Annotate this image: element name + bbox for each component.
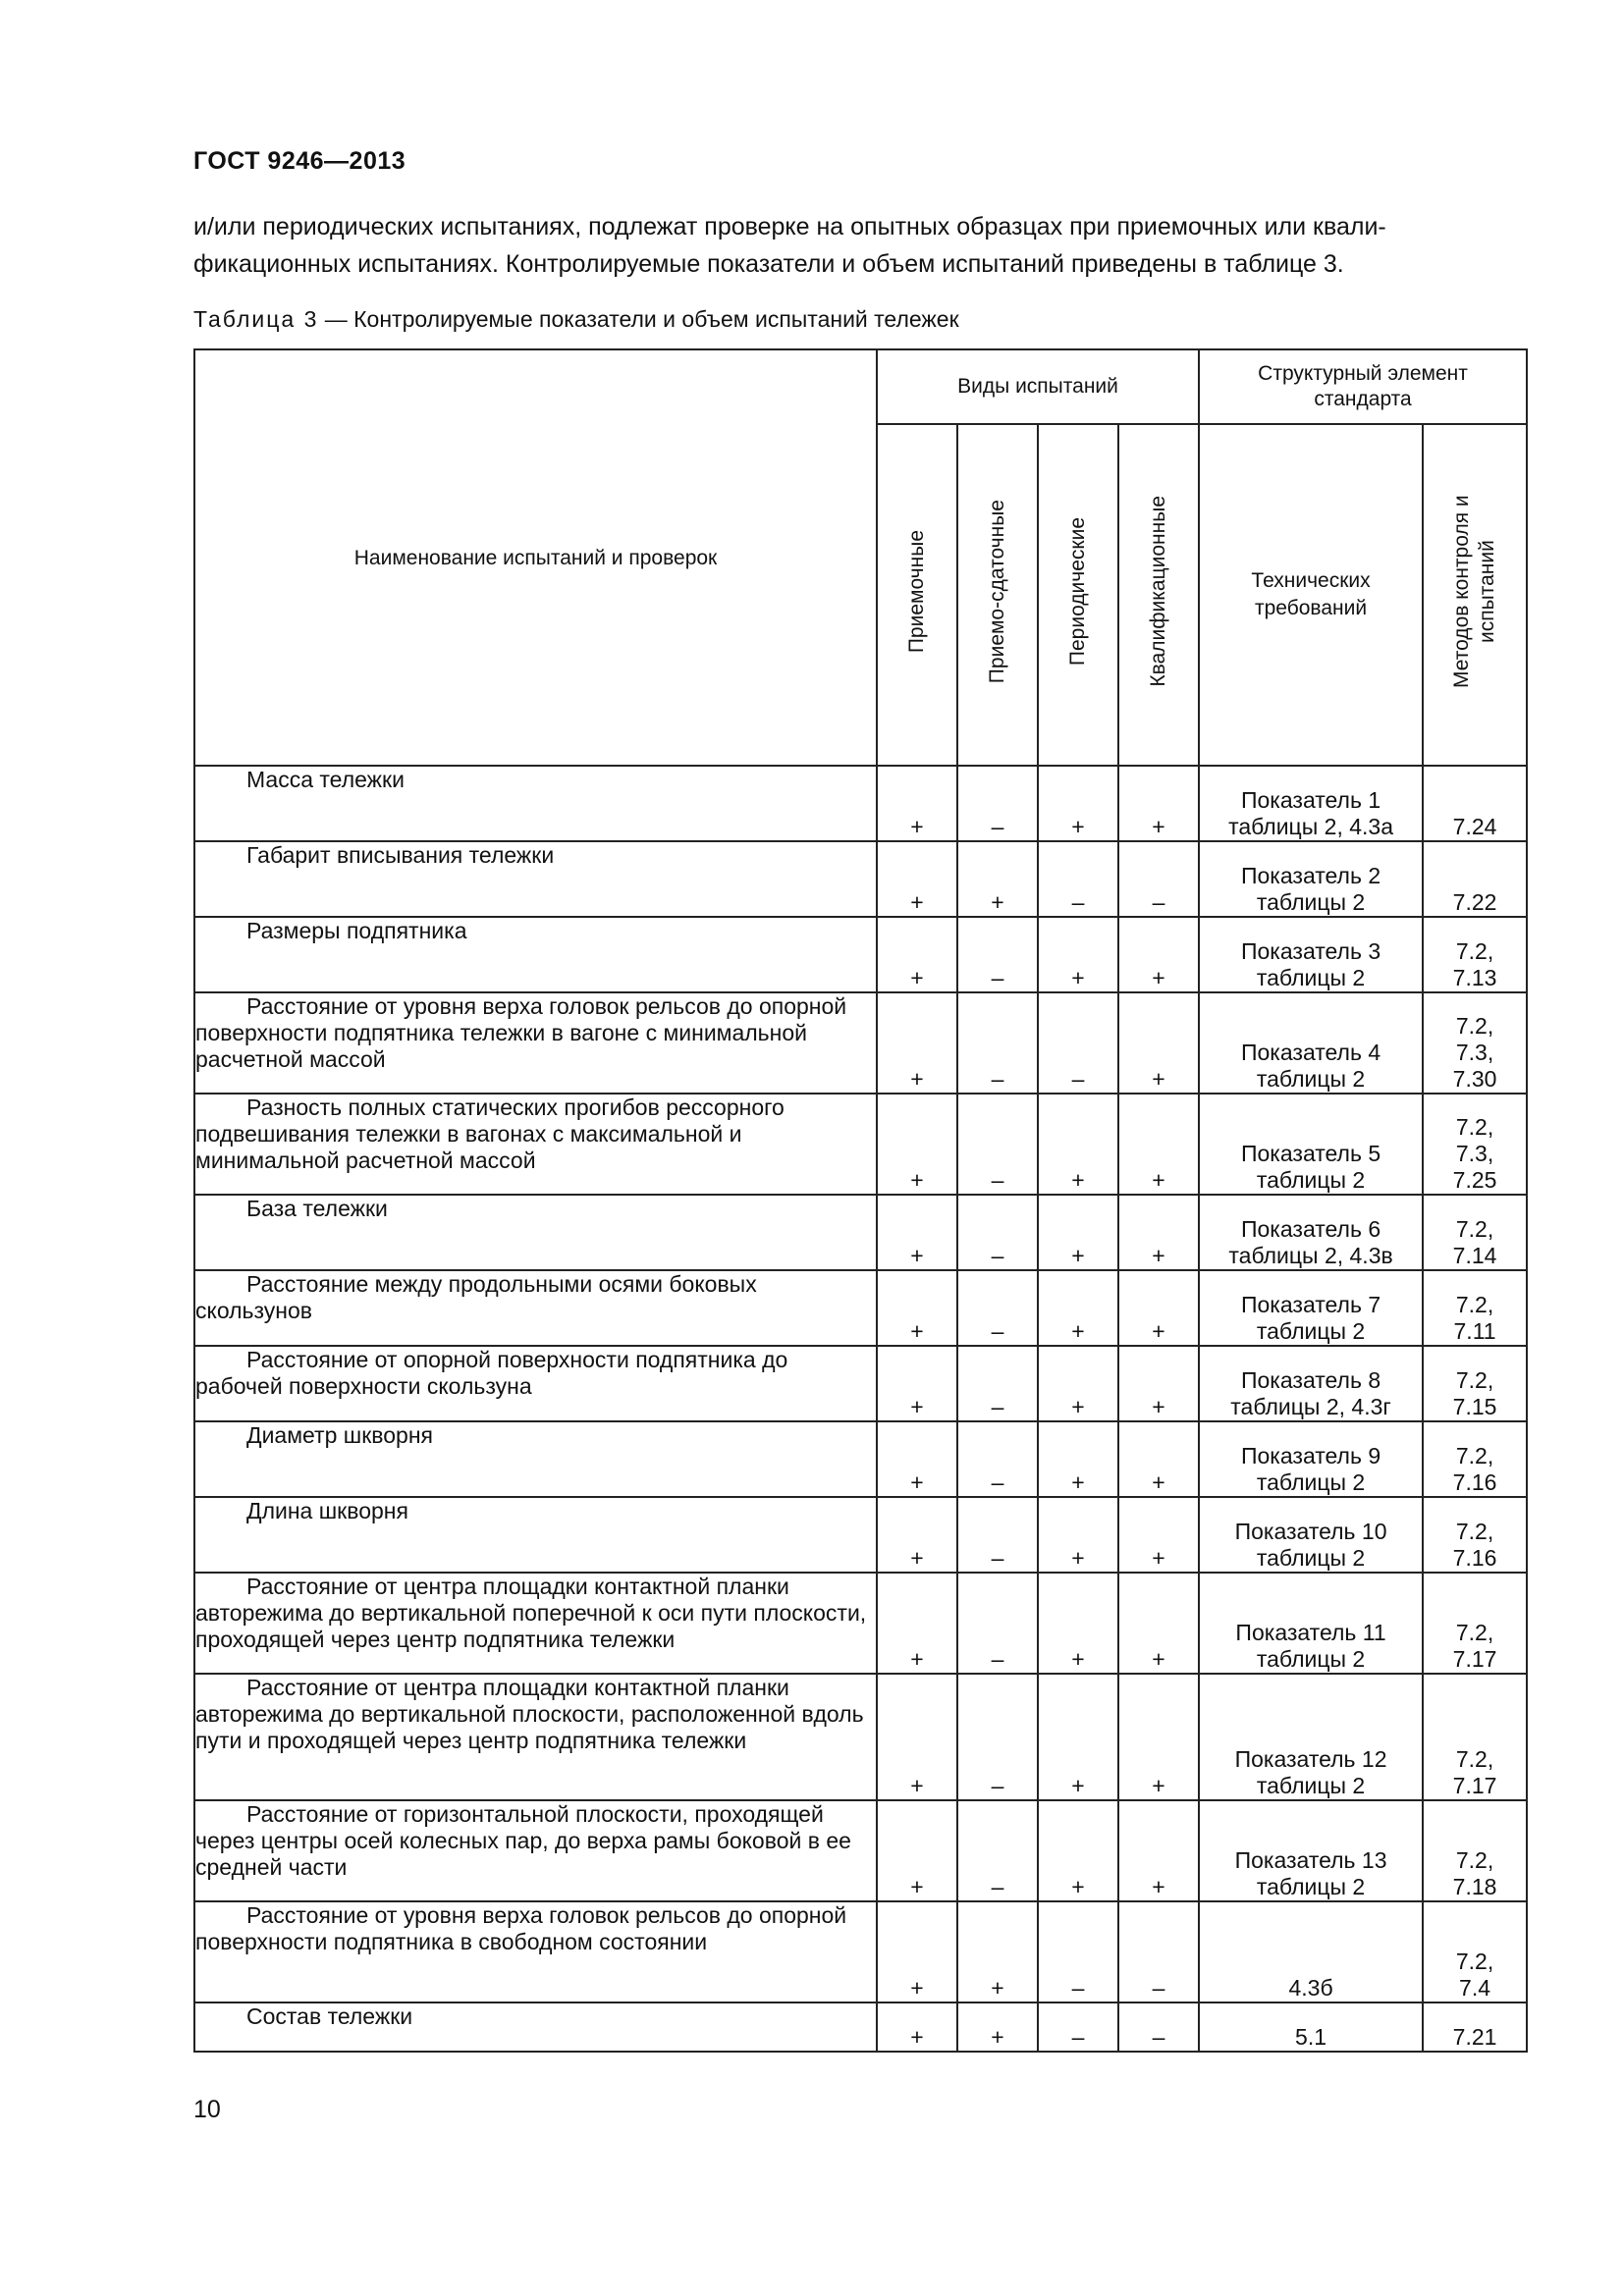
tech-requirement-text: Показатель 2 таблицы 2 [1240,863,1381,915]
cell-test-name [194,992,877,1094]
header-struct-element-text: Структурный элемент стандарта [1258,362,1468,410]
cell-mark-acceptance: + [877,1674,957,1800]
table-caption-text: — Контролируемые показатели и объем испытаний тележек [318,306,959,332]
method-text: 7.2, 7.15 [1452,1367,1497,1419]
cell-tech-requirement [1199,1421,1423,1497]
cell-tech-requirement [1199,766,1423,841]
cell-mark-qualification: + [1118,917,1199,992]
cell-mark-acceptance: + [877,1094,957,1195]
cell-mark-periodic: – [1038,1901,1118,2002]
cell-mark-acceptance: + [877,992,957,1094]
method-text: 7.2, 7.4 [1455,1949,1494,2001]
cell-test-name [194,1497,877,1573]
cell-tech-requirement [1199,841,1423,917]
cell-mark-acceptance: + [877,1497,957,1573]
cell-method [1423,1901,1527,2002]
cell-method [1423,1270,1527,1346]
cell-mark-acceptance: + [877,1901,957,2002]
table-row [194,917,1527,992]
header-acceptance [877,424,957,766]
cell-mark-acceptance: + [877,1421,957,1497]
cell-mark-delivery: – [957,1195,1038,1270]
cell-mark-acceptance: + [877,766,957,841]
table-row [194,1901,1527,2002]
cell-method [1423,1674,1527,1800]
table-head [194,349,1527,766]
test-name-text: Состав тележки [246,2003,413,2029]
cell-mark-delivery: – [957,1346,1038,1421]
test-name-text: Расстояние от горизонтальной плоскости, проходящей через центры осей колесных пар, до верха рамы боковой в ее средней части [195,1801,851,1880]
cell-test-name [194,1800,877,1901]
header-periodic-text: Периодические [1066,516,1089,667]
document-header: ГОСТ 9246—2013 [193,147,406,175]
cell-tech-requirement [1199,1497,1423,1573]
tech-requirement-text: Показатель 7 таблицы 2 [1240,1292,1381,1344]
cell-mark-periodic: + [1038,1573,1118,1674]
cell-mark-periodic: – [1038,992,1118,1094]
tech-requirement-text: Показатель 4 таблицы 2 [1240,1040,1381,1092]
cell-mark-periodic: – [1038,841,1118,917]
tech-requirement-text: Показатель 6 таблицы 2, 4.3в [1228,1216,1393,1268]
cell-mark-acceptance: + [877,1346,957,1421]
cell-tech-requirement [1199,917,1423,992]
tech-requirement-text: Показатель 10 таблицы 2 [1234,1519,1387,1571]
table-row [194,766,1527,841]
header-qualification [1118,424,1199,766]
test-name-text: Масса тележки [246,767,405,792]
cell-test-name [194,1346,877,1421]
method-text: 7.2, 7.11 [1453,1292,1496,1344]
test-name-text: Расстояние от центра площадки контактной планки авторежима до вертикальной плоскости, расположенной вдоль пути и проходящей через центр подпятника тележки [195,1675,864,1753]
page-number: 10 [193,2096,221,2123]
cell-mark-periodic: + [1038,1800,1118,1901]
header-acceptance-text: Приемочные [905,529,928,654]
cell-mark-periodic: – [1038,2002,1118,2052]
method-text: 7.2, 7.14 [1452,1216,1497,1268]
cell-mark-qualification: + [1118,992,1199,1094]
method-text: 7.2, 7.17 [1452,1620,1497,1672]
cell-mark-periodic: + [1038,1674,1118,1800]
intro-paragraph [193,208,1519,283]
cell-method [1423,1346,1527,1421]
cell-mark-delivery: – [957,1674,1038,1800]
cell-tech-requirement [1199,1270,1423,1346]
cell-mark-qualification: + [1118,1800,1199,1901]
cell-mark-delivery: – [957,766,1038,841]
cell-test-name [194,1270,877,1346]
cell-method [1423,1195,1527,1270]
test-name-text: Разность полных статических прогибов рессорного подвешивания тележки в вагонах с максимальной и минимальной расчетной массой [195,1095,785,1173]
cell-mark-periodic: + [1038,1270,1118,1346]
test-name-text: Размеры подпятника [246,918,467,943]
cell-mark-qualification: + [1118,1094,1199,1195]
tech-requirement-text: Показатель 5 таблицы 2 [1240,1141,1381,1193]
table-row [194,1497,1527,1573]
cell-mark-delivery: – [957,1573,1038,1674]
cell-mark-delivery: – [957,1421,1038,1497]
test-name-text: Расстояние от уровня верха головок рельсов до опорной поверхности подпятника в свободном состоянии [195,1902,847,1954]
tech-requirement-text: Показатель 9 таблицы 2 [1240,1443,1381,1495]
cell-mark-acceptance: + [877,1270,957,1346]
intro-line-2: фикационных испытаниях. Контролируемые показатели и объем испытаний приведены в таблице 3. [193,250,1344,278]
cell-mark-acceptance: + [877,841,957,917]
cell-mark-qualification: + [1118,1346,1199,1421]
cell-method [1423,1421,1527,1497]
cell-tech-requirement [1199,1195,1423,1270]
cell-method [1423,2002,1527,2052]
header-test-name: Наименование испытаний и проверок [194,349,877,766]
header-tech-requirements [1199,424,1423,766]
test-name-text: Габарит вписывания тележки [246,842,555,868]
cell-tech-requirement [1199,1674,1423,1800]
table-row [194,1094,1527,1195]
table-row [194,1195,1527,1270]
test-name-text: Диаметр шкворня [246,1422,433,1448]
test-name-text: Длина шкворня [246,1498,408,1523]
table-row [194,1346,1527,1421]
method-text: 7.2, 7.13 [1452,938,1497,990]
cell-mark-delivery: – [957,1800,1038,1901]
cell-method [1423,1800,1527,1901]
cell-test-name [194,1195,877,1270]
cell-mark-periodic: + [1038,917,1118,992]
cell-mark-delivery: – [957,1094,1038,1195]
table-row [194,992,1527,1094]
tech-requirement-text: Показатель 12 таблицы 2 [1234,1746,1387,1798]
table-row [194,841,1527,917]
cell-mark-delivery: + [957,1901,1038,2002]
cell-mark-acceptance: + [877,917,957,992]
cell-mark-qualification: + [1118,1421,1199,1497]
table-row [194,1421,1527,1497]
cell-mark-qualification: + [1118,766,1199,841]
method-text: 7.2, 7.16 [1452,1443,1497,1495]
table-row [194,1270,1527,1346]
cell-test-name [194,1094,877,1195]
cell-mark-delivery: – [957,1497,1038,1573]
cell-mark-delivery: – [957,992,1038,1094]
cell-mark-delivery: – [957,1270,1038,1346]
header-periodic [1038,424,1118,766]
method-text: 7.2, 7.17 [1452,1746,1497,1798]
cell-method [1423,1497,1527,1573]
cell-mark-periodic: + [1038,1421,1118,1497]
cell-tech-requirement [1199,1573,1423,1674]
table-row [194,1674,1527,1800]
cell-tech-requirement [1199,1346,1423,1421]
method-text: 7.24 [1452,814,1497,839]
method-text: 7.2, 7.18 [1452,1847,1497,1899]
table-caption [193,306,959,333]
cell-mark-acceptance: + [877,1195,957,1270]
cell-test-name [194,2002,877,2052]
method-text: 7.2, 7.3, 7.30 [1452,1013,1497,1092]
table-caption-label: Таблица 3 [193,306,319,332]
cell-mark-periodic: + [1038,1094,1118,1195]
cell-mark-periodic: + [1038,1497,1118,1573]
test-name-text: Расстояние между продольными осями боковых скользунов [195,1271,757,1323]
cell-mark-delivery: + [957,841,1038,917]
tech-requirement-text: Показатель 3 таблицы 2 [1240,938,1381,990]
tech-requirement-text: Показатель 1 таблицы 2, 4.3а [1228,787,1393,839]
cell-method [1423,917,1527,992]
intro-line-1: и/или периодических испытаниях, подлежат проверке на опытных образцах при приемочных или квали- [193,213,1386,240]
cell-mark-qualification: – [1118,2002,1199,2052]
cell-mark-qualification: + [1118,1674,1199,1800]
cell-method [1423,992,1527,1094]
cell-method [1423,766,1527,841]
cell-test-name [194,1901,877,2002]
header-tech-requirements-text: Технических требований [1251,569,1371,619]
cell-mark-qualification: + [1118,1573,1199,1674]
cell-mark-acceptance: + [877,2002,957,2052]
header-qualification-text: Квалификационные [1147,496,1170,687]
method-text: 7.2, 7.3, 7.25 [1452,1114,1497,1193]
cell-mark-acceptance: + [877,1573,957,1674]
cell-mark-qualification: – [1118,841,1199,917]
cell-mark-delivery: – [957,917,1038,992]
test-name-text: Расстояние от центра площадки контактной планки авторежима до вертикальной поперечной к оси пути плоскости, проходящей через центр подпятника тележки [195,1574,867,1652]
cell-method [1423,1573,1527,1674]
cell-mark-qualification: – [1118,1901,1199,2002]
cell-test-name [194,1573,877,1674]
cell-tech-requirement [1199,1094,1423,1195]
cell-mark-qualification: + [1118,1270,1199,1346]
tech-requirement-text: Показатель 8 таблицы 2, 4.3г [1230,1367,1391,1419]
header-delivery [957,424,1038,766]
cell-mark-acceptance: + [877,1800,957,1901]
cell-mark-periodic: + [1038,1195,1118,1270]
cell-mark-periodic: + [1038,1346,1118,1421]
cell-tech-requirement [1199,1800,1423,1901]
header-struct-element [1199,349,1527,424]
cell-mark-delivery: + [957,2002,1038,2052]
cell-test-name [194,917,877,992]
method-text: 7.21 [1452,2024,1497,2050]
method-text: 7.22 [1452,889,1497,915]
cell-method [1423,841,1527,917]
tech-requirement-text: 5.1 [1295,2024,1327,2050]
tests-table [193,348,1528,2053]
test-name-text: База тележки [246,1196,388,1221]
table-row [194,1573,1527,1674]
cell-mark-qualification: + [1118,1195,1199,1270]
table-body [194,766,1527,2052]
cell-test-name [194,1421,877,1497]
cell-mark-periodic: + [1038,766,1118,841]
cell-test-name [194,841,877,917]
tech-requirement-text: 4.3б [1288,1975,1333,2001]
header-methods-text: Методов контроля и испытаний [1450,495,1499,688]
cell-tech-requirement [1199,1901,1423,2002]
header-delivery-text: Приемо-сдаточные [986,499,1008,684]
test-name-text: Расстояние от опорной поверхности подпятника до рабочей поверхности скользуна [195,1347,788,1399]
cell-test-name [194,766,877,841]
tech-requirement-text: Показатель 11 таблицы 2 [1235,1620,1386,1672]
test-name-text: Расстояние от уровня верха головок рельсов до опорной поверхности подпятника тележки в вагоне с минимальной расчетной массой [195,993,847,1072]
table-row [194,2002,1527,2052]
cell-method [1423,1094,1527,1195]
cell-test-name [194,1674,877,1800]
cell-tech-requirement [1199,992,1423,1094]
cell-tech-requirement [1199,2002,1423,2052]
header-methods [1423,424,1527,766]
method-text: 7.2, 7.16 [1452,1519,1497,1571]
cell-mark-qualification: + [1118,1497,1199,1573]
header-test-types: Виды испытаний [877,349,1199,424]
table-row [194,1800,1527,1901]
tech-requirement-text: Показатель 13 таблицы 2 [1234,1847,1387,1899]
